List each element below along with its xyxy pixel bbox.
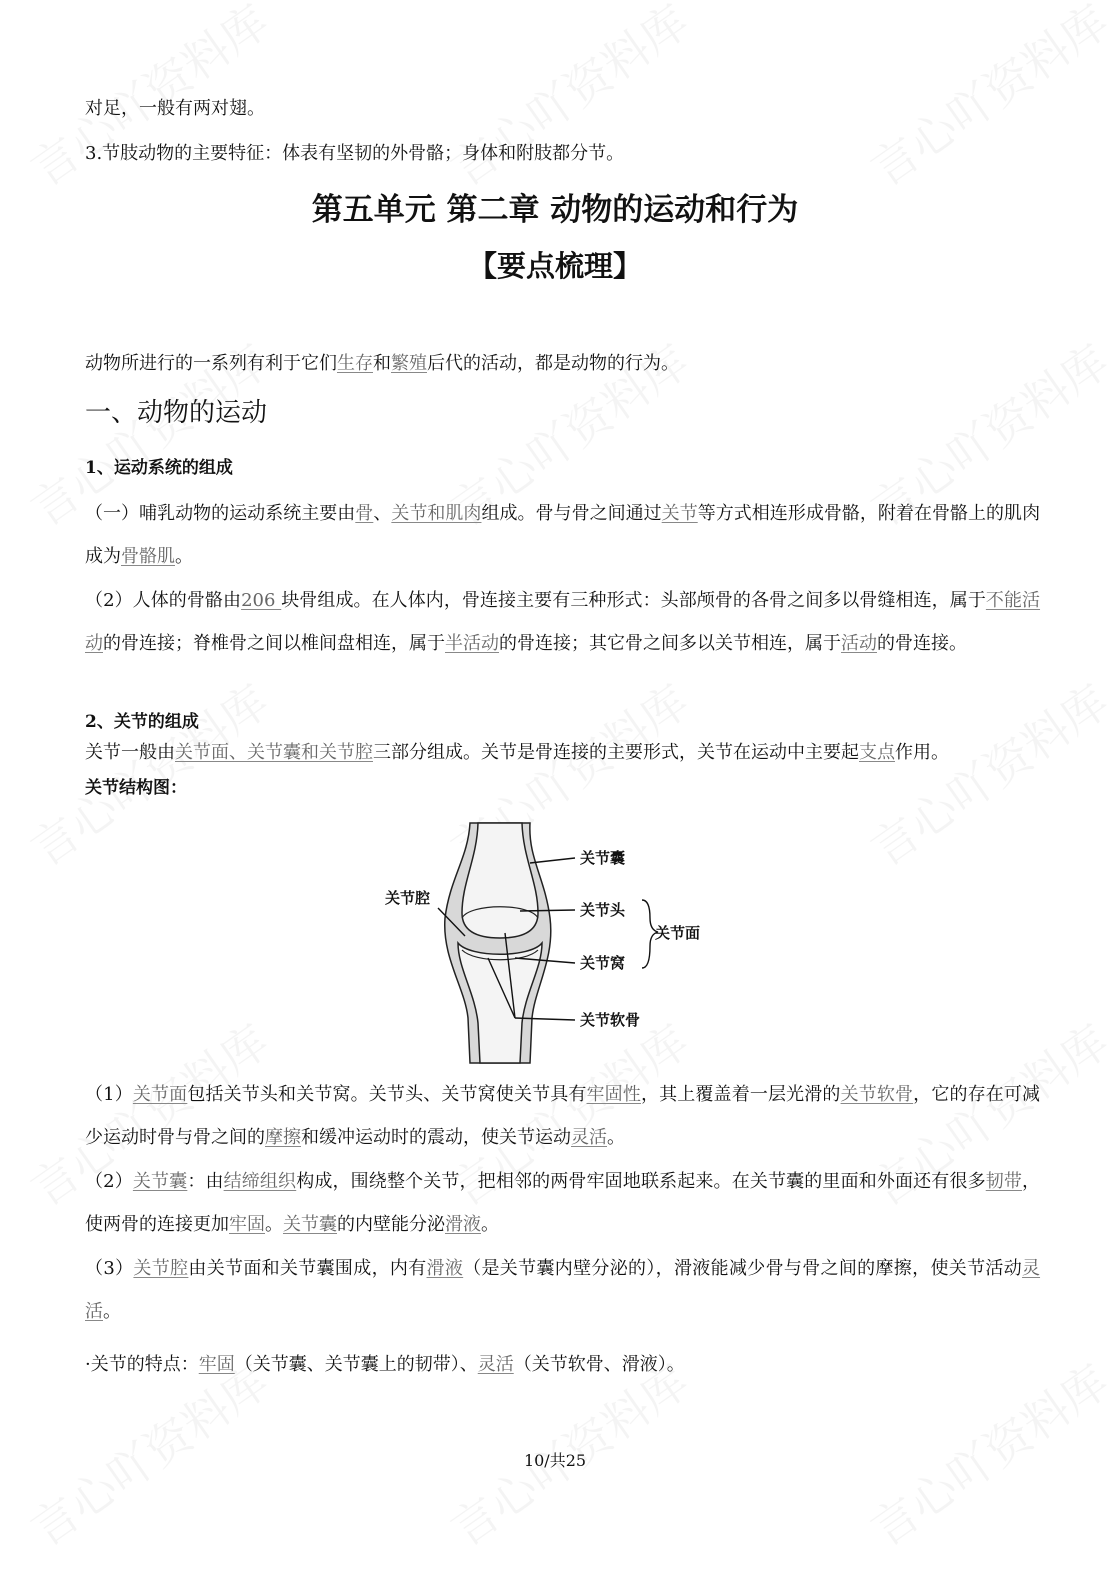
page-title: 第五单元 第二章 动物的运动和行为 (311, 192, 799, 228)
fill-in-answer: 骨骼肌 (121, 546, 175, 567)
fill-in-answer: 灵活 (477, 1354, 514, 1375)
text-segment: 构成，围绕整个关节，把相邻的两骨牢固地联系起来。在关节囊的里面和外面还有很多 (296, 1171, 986, 1192)
page-subtitle: 【要点梳理】 (467, 249, 642, 283)
text-line: 3.节肢动物的主要特征：体表有坚韧的外骨骼；身体和附肢都分节。 (85, 143, 625, 164)
section-heading: 一、动物的运动 (85, 398, 268, 428)
text-segment: 由关节面和关节囊围成，内有 (188, 1258, 427, 1279)
page-number: 10/共25 (523, 1451, 587, 1470)
text-segment: （2）人体的骨骼由 (85, 590, 242, 611)
text-segment: 后代的活动，都是动物的行为。 (427, 353, 679, 374)
fill-in-answer: 关节囊 (132, 1171, 188, 1192)
text-segment: 关节一般由 (85, 742, 175, 763)
text-segment: （1） (85, 1084, 133, 1105)
text-segment: ：由 (187, 1171, 224, 1192)
text-segment: 。 (265, 1214, 283, 1235)
text-segment: 的骨连接。 (877, 633, 967, 654)
diagram-caption: 关节结构图： (85, 778, 187, 798)
fill-in-answer: 关节面、关节囊和关节腔 (175, 742, 373, 763)
fill-in-answer: 关节和肌肉 (391, 503, 482, 524)
text-segment: （一）哺乳动物的运动系统主要由 (85, 503, 356, 524)
fill-in-answer: 关节 (661, 503, 698, 524)
joint-structure-diagram (370, 818, 720, 1066)
paragraph (85, 1343, 1040, 1386)
text-segment: （是关节囊内壁分泌的），滑液能减少骨与骨之间的摩擦，使关节活动 (463, 1258, 1023, 1279)
fill-in-answer: 繁殖 (391, 353, 427, 374)
subsection-heading: 1、运动系统的组成 (85, 458, 233, 478)
text-segment: 。 (175, 546, 193, 567)
label-joint-head: 关节头 (580, 901, 626, 919)
text-line: 对足，一般有两对翅。 (85, 98, 265, 119)
text-segment: ，其上覆盖着一层光滑的 (640, 1084, 841, 1105)
paragraph (85, 1160, 1040, 1246)
fill-in-answer: 关节软骨 (840, 1084, 914, 1105)
fill-in-answer: 活动 (841, 633, 877, 654)
fill-in-answer: 半活动 (445, 633, 499, 654)
text-segment: 的骨连接；其它骨之间多以关节相连，属于 (499, 633, 841, 654)
text-segment: 动物所进行的一系列有利于它们 (85, 353, 337, 374)
fill-in-answer: 摩擦 (265, 1127, 301, 1148)
text-segment: （2） (85, 1171, 133, 1192)
text-segment: 。 (103, 1301, 121, 1322)
paragraph (85, 1073, 1040, 1159)
fill-in-answer: 206 (241, 590, 282, 611)
text-segment: 的骨连接；脊椎骨之间以椎间盘相连，属于 (103, 633, 445, 654)
text-segment: 。 (607, 1127, 625, 1148)
text-segment: 和 (373, 353, 391, 374)
label-joint-cavity: 关节腔 (385, 889, 431, 907)
fill-in-answer: 支点 (859, 742, 895, 763)
text-segment: ·关节的特点： (85, 1354, 199, 1375)
paragraph (85, 579, 1040, 665)
fill-in-answer: 滑液 (445, 1214, 481, 1235)
text-segment: 等方式相连形成骨骼，附着在骨骼上的肌肉成为 (85, 503, 1041, 567)
fill-in-answer: 滑液 (426, 1258, 464, 1279)
fill-in-answer: 关节腔 (133, 1258, 189, 1279)
fill-in-answer: 结缔组织 (223, 1171, 297, 1192)
fill-in-answer: 牢固 (198, 1354, 235, 1375)
fill-in-answer: 不能活动 (85, 590, 1041, 654)
text-segment: （关节囊、关节囊上的韧带）、 (234, 1354, 478, 1375)
fill-in-answer: 韧带 (985, 1171, 1023, 1192)
fill-in-answer: 灵活 (85, 1258, 1041, 1322)
text-segment: 和缓冲运动时的震动，使关节运动 (301, 1127, 571, 1148)
text-segment: ，使两骨的连接更加 (85, 1171, 1041, 1235)
text-segment: （关节软骨、滑液）。 (513, 1354, 685, 1375)
fill-in-answer: 生存 (337, 353, 373, 374)
paragraph (85, 1247, 1040, 1333)
paragraph (85, 492, 1040, 578)
fill-in-answer: 牢固 (229, 1214, 265, 1235)
fill-in-answer: 关节面 (132, 1084, 188, 1105)
subsection-heading: 2、关节的组成 (85, 712, 199, 732)
text-segment: 三部分组成。关节是骨连接的主要形式，关节在运动中主要起 (373, 742, 859, 763)
text-segment: 的内壁能分泌 (337, 1214, 445, 1235)
label-joint-capsule: 关节囊 (580, 849, 626, 867)
label-joint-cartilage: 关节软骨 (580, 1011, 641, 1029)
text-segment: 包括关节头和关节窝。关节头、关节窝使关节具有 (187, 1084, 587, 1105)
fill-in-answer: 牢固性 (586, 1084, 641, 1105)
label-joint-surface: 关节面 (655, 924, 701, 942)
label-joint-socket: 关节窝 (580, 954, 626, 972)
fill-in-answer: 灵活 (571, 1127, 607, 1148)
text-segment: 、 (373, 503, 392, 524)
fill-in-answer: 骨 (355, 503, 374, 524)
text-segment: ，它的存在可减少运动时骨与骨之间的 (85, 1084, 1041, 1148)
fill-in-answer: 关节囊 (283, 1214, 337, 1235)
text-segment: 块骨组成。在人体内，骨连接主要有三种形式：头部颅骨的各骨之间多以骨缝相连，属于 (281, 590, 986, 611)
text-segment: （3） (85, 1258, 134, 1279)
text-segment: 组成。骨与骨之间通过 (481, 503, 662, 524)
paragraph-intro (85, 342, 1040, 385)
text-segment: 。 (481, 1214, 499, 1235)
text-segment: 作用。 (895, 742, 949, 763)
